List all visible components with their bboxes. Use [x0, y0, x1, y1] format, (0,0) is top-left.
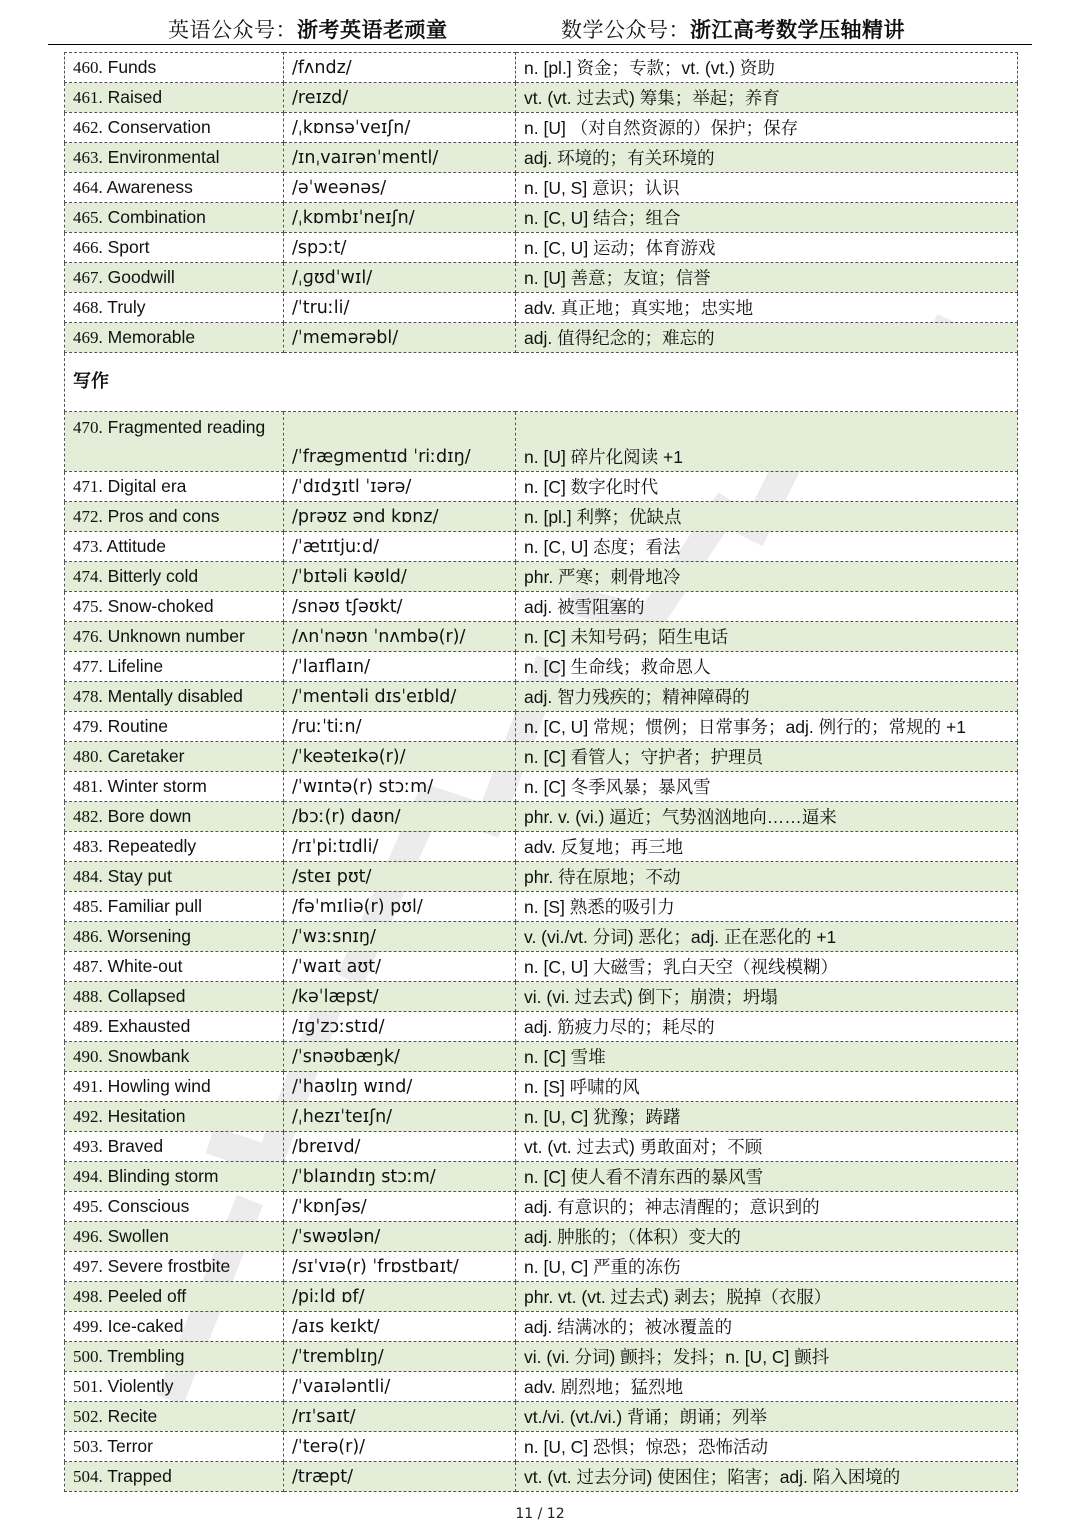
entry-pronunciation: /ˈmemərəbl/	[284, 323, 516, 353]
entry-number: 478.	[73, 687, 103, 706]
entry-cell	[65, 1462, 284, 1492]
entry-number: 462.	[73, 118, 103, 137]
entry-pronunciation: /breɪvd/	[284, 1132, 516, 1162]
entry-word: Caretaker	[107, 746, 185, 766]
entry-cell	[65, 1372, 284, 1402]
vocab-row	[65, 293, 1018, 323]
entry-cell	[65, 293, 284, 323]
entry-number: 499.	[73, 1317, 103, 1336]
entry-word: Worsening	[107, 926, 191, 946]
english-account-name: 浙考英语老顽童	[297, 17, 448, 42]
entry-word: Sport	[107, 237, 150, 257]
entry-pronunciation: /ˌɡʊdˈwɪl/	[284, 263, 516, 293]
entry-word: Swollen	[107, 1226, 169, 1246]
entry-pronunciation: /əˈweənəs/	[284, 173, 516, 203]
entry-cell	[65, 173, 284, 203]
entry-cell	[65, 83, 284, 113]
entry-meaning: n. [pl.] 利弊；优缺点	[516, 502, 1018, 532]
entry-pronunciation: /kəˈlæpst/	[284, 982, 516, 1012]
entry-cell	[65, 263, 284, 293]
entry-number: 461.	[73, 88, 103, 107]
vocab-row	[65, 472, 1018, 502]
entry-cell	[65, 412, 284, 472]
entry-number: 486.	[73, 927, 103, 946]
entry-word: Trapped	[107, 1466, 172, 1486]
entry-meaning: adj. 结满冰的；被冰覆盖的	[516, 1312, 1018, 1342]
entry-word: Funds	[107, 57, 157, 77]
entry-number: 474.	[73, 567, 103, 586]
entry-number: 472.	[73, 507, 103, 526]
entry-word: Goodwill	[107, 267, 175, 287]
entry-pronunciation: /ruːˈtiːn/	[284, 712, 516, 742]
entry-meaning: vi. (vi. 过去式) 倒下；崩溃；坍塌	[516, 982, 1018, 1012]
entry-cell	[65, 1342, 284, 1372]
vocab-row	[65, 682, 1018, 712]
vocab-row	[65, 742, 1018, 772]
entry-number: 484.	[73, 867, 103, 886]
vocab-row	[65, 1012, 1018, 1042]
entry-cell	[65, 862, 284, 892]
entry-number: 497.	[73, 1257, 103, 1276]
entry-cell	[65, 712, 284, 742]
entry-number: 490.	[73, 1047, 103, 1066]
entry-word: Fragmented reading	[107, 417, 266, 437]
entry-meaning: adj. 有意识的；神志清醒的；意识到的	[516, 1192, 1018, 1222]
entry-meaning: vt./vi. (vt./vi.) 背诵；朗诵；列举	[516, 1402, 1018, 1432]
entry-number: 492.	[73, 1107, 103, 1126]
entry-meaning: n. [C] 看管人；守护者；护理员	[516, 742, 1018, 772]
entry-pronunciation: /ˈblaɪndɪŋ stɔːm/	[284, 1162, 516, 1192]
entry-meaning: n. [C] 使人看不清东西的暴风雪	[516, 1162, 1018, 1192]
vocab-row	[65, 862, 1018, 892]
vocab-row	[65, 53, 1018, 83]
entry-cell	[65, 502, 284, 532]
entry-cell	[65, 622, 284, 652]
entry-cell	[65, 952, 284, 982]
vocabulary-rows-top	[65, 53, 1018, 353]
vocab-row	[65, 412, 1018, 472]
vocab-row	[65, 1222, 1018, 1252]
entry-number: 482.	[73, 807, 103, 826]
entry-pronunciation: /ˈdɪdʒɪtl ˈɪərə/	[284, 472, 516, 502]
entry-cell	[65, 922, 284, 952]
entry-number: 460.	[73, 58, 103, 77]
entry-word: Severe frostbite	[107, 1256, 231, 1276]
vocab-row	[65, 1312, 1018, 1342]
entry-meaning: adj. 值得纪念的；难忘的	[516, 323, 1018, 353]
entry-pronunciation: /rɪˈsaɪt/	[284, 1402, 516, 1432]
vocab-row	[65, 502, 1018, 532]
entry-meaning: phr. vt. (vt. 过去式) 剥去；脱掉（衣服）	[516, 1282, 1018, 1312]
entry-meaning: n. [C, U] 运动；体育游戏	[516, 233, 1018, 263]
entry-meaning: n. [C] 生命线；救命恩人	[516, 652, 1018, 682]
vocab-row	[65, 1132, 1018, 1162]
vocab-row	[65, 1432, 1018, 1462]
entry-pronunciation: /aɪs keɪkt/	[284, 1312, 516, 1342]
entry-meaning: phr. v. (vi.) 逼近；气势汹汹地向……逼来	[516, 802, 1018, 832]
entry-number: 479.	[73, 717, 103, 736]
entry-number: 493.	[73, 1137, 103, 1156]
entry-pronunciation: /ˈkeəteɪkə(r)/	[284, 742, 516, 772]
entry-number: 503.	[73, 1437, 103, 1456]
entry-meaning: adv. 反复地；再三地	[516, 832, 1018, 862]
entry-cell	[65, 1312, 284, 1342]
entry-cell	[65, 1252, 284, 1282]
entry-pronunciation: /ˈterə(r)/	[284, 1432, 516, 1462]
entry-pronunciation: /ˈætɪtjuːd/	[284, 532, 516, 562]
entry-word: Hesitation	[107, 1106, 186, 1126]
entry-cell	[65, 1432, 284, 1462]
entry-pronunciation: /ˈfræɡmentɪd ˈriːdɪŋ/	[284, 412, 516, 472]
entry-cell	[65, 323, 284, 353]
section-block	[65, 353, 1018, 412]
vocab-row	[65, 712, 1018, 742]
section-row	[65, 353, 1018, 412]
entry-word: Unknown number	[107, 626, 245, 646]
entry-word: Stay put	[107, 866, 172, 886]
entry-number: 463.	[73, 148, 103, 167]
entry-cell	[65, 1402, 284, 1432]
vocab-row	[65, 772, 1018, 802]
section-title: 写作	[65, 353, 1018, 412]
vocab-row	[65, 622, 1018, 652]
entry-word: Collapsed	[107, 986, 186, 1006]
entry-number: 470.	[73, 418, 103, 437]
entry-word: Familiar pull	[107, 896, 202, 916]
entry-word: Violently	[107, 1376, 174, 1396]
entry-meaning: adj. 筋疲力尽的；耗尽的	[516, 1012, 1018, 1042]
entry-word: Conscious	[107, 1196, 190, 1216]
vocab-row	[65, 1462, 1018, 1492]
entry-number: 495.	[73, 1197, 103, 1216]
vocab-row	[65, 173, 1018, 203]
entry-pronunciation: /sɪˈvɪə(r) ˈfrɒstbaɪt/	[284, 1252, 516, 1282]
entry-cell	[65, 892, 284, 922]
entry-pronunciation: /prəʊz ənd kɒnz/	[284, 502, 516, 532]
entry-word: Ice-caked	[107, 1316, 184, 1336]
entry-number: 488.	[73, 987, 103, 1006]
entry-cell	[65, 1132, 284, 1162]
entry-meaning: adj. 智力残疾的；精神障碍的	[516, 682, 1018, 712]
entry-cell	[65, 1012, 284, 1042]
entry-cell	[65, 742, 284, 772]
math-account-label: 数学公众号：	[561, 18, 690, 42]
entry-number: 475.	[73, 597, 103, 616]
entry-word: Raised	[107, 87, 163, 107]
entry-number: 501.	[73, 1377, 103, 1396]
vocab-row	[65, 562, 1018, 592]
entry-meaning: vt. (vt. 过去式) 筹集；举起；养育	[516, 83, 1018, 113]
entry-meaning: n. [C, U] 大磁雪；乳白天空（视线模糊）	[516, 952, 1018, 982]
vocab-row	[65, 922, 1018, 952]
entry-meaning: adv. 真正地；真实地；忠实地	[516, 293, 1018, 323]
vocab-row	[65, 1072, 1018, 1102]
entry-word: Blinding storm	[107, 1166, 219, 1186]
entry-number: 504.	[73, 1467, 103, 1486]
entry-meaning: adj. 环境的；有关环境的	[516, 143, 1018, 173]
entry-number: 464.	[73, 178, 103, 197]
entry-number: 468.	[73, 298, 103, 317]
vocab-row	[65, 1042, 1018, 1072]
entry-number: 471.	[73, 477, 103, 496]
entry-pronunciation: /ˈwɜːsnɪŋ/	[284, 922, 516, 952]
entry-meaning: n. [C, U] 常规；惯例；日常事务；adj. 例行的；常规的 +1	[516, 712, 1018, 742]
entry-number: 477.	[73, 657, 103, 676]
vocab-row	[65, 952, 1018, 982]
entry-number: 500.	[73, 1347, 103, 1366]
entry-meaning: n. [C] 冬季风暴；暴风雪	[516, 772, 1018, 802]
entry-word: Conservation	[107, 117, 211, 137]
entry-number: 498.	[73, 1287, 103, 1306]
entry-number: 487.	[73, 957, 103, 976]
entry-word: White-out	[107, 956, 183, 976]
entry-cell	[65, 532, 284, 562]
vocab-row	[65, 203, 1018, 233]
entry-word: Snowbank	[107, 1046, 190, 1066]
vocab-row	[65, 143, 1018, 173]
entry-cell	[65, 802, 284, 832]
entry-number: 467.	[73, 268, 103, 287]
entry-word: Repeatedly	[107, 836, 197, 856]
entry-number: 466.	[73, 238, 103, 257]
vocab-row	[65, 113, 1018, 143]
entry-meaning: n. [C] 雪堆	[516, 1042, 1018, 1072]
entry-word: Pros and cons	[107, 506, 220, 526]
entry-pronunciation: /ˌkɒnsəˈveɪʃn/	[284, 113, 516, 143]
vocab-row	[65, 1402, 1018, 1432]
entry-meaning: adj. 被雪阻塞的	[516, 592, 1018, 622]
entry-word: Peeled off	[107, 1286, 187, 1306]
entry-cell	[65, 1162, 284, 1192]
entry-meaning: n. [C, U] 态度；看法	[516, 532, 1018, 562]
entry-cell	[65, 682, 284, 712]
vocab-row	[65, 233, 1018, 263]
entry-pronunciation: /ˈmentəli dɪsˈeɪbld/	[284, 682, 516, 712]
vocab-row	[65, 1372, 1018, 1402]
entry-cell	[65, 652, 284, 682]
entry-pronunciation: /ʌnˈnəʊn ˈnʌmbə(r)/	[284, 622, 516, 652]
vocab-row	[65, 1252, 1018, 1282]
vocabulary-table	[64, 52, 1018, 1492]
entry-number: 489.	[73, 1017, 103, 1036]
entry-cell	[65, 1072, 284, 1102]
entry-number: 465.	[73, 208, 103, 227]
english-account	[168, 14, 448, 44]
entry-pronunciation: /fəˈmɪliə(r) pʊl/	[284, 892, 516, 922]
vocab-row	[65, 323, 1018, 353]
entry-number: 480.	[73, 747, 103, 766]
entry-number: 473.	[73, 537, 103, 556]
entry-pronunciation: /ˈwaɪt aʊt/	[284, 952, 516, 982]
entry-pronunciation: /spɔːt/	[284, 233, 516, 263]
entry-number: 496.	[73, 1227, 103, 1246]
entry-pronunciation: /ˈtremblɪŋ/	[284, 1342, 516, 1372]
entry-meaning: n. [S] 呼啸的风	[516, 1072, 1018, 1102]
entry-meaning: n. [U, S] 意识；认识	[516, 173, 1018, 203]
entry-cell	[65, 1042, 284, 1072]
entry-cell	[65, 1192, 284, 1222]
entry-meaning: n. [S] 熟悉的吸引力	[516, 892, 1018, 922]
entry-meaning: n. [U, C] 严重的冻伤	[516, 1252, 1018, 1282]
entry-pronunciation: /bɔː(r) daʊn/	[284, 802, 516, 832]
entry-word: Digital era	[107, 476, 187, 496]
entry-pronunciation: /ɪɡˈzɔːstɪd/	[284, 1012, 516, 1042]
entry-word: Lifeline	[107, 656, 164, 676]
entry-cell	[65, 592, 284, 622]
vocab-row	[65, 1192, 1018, 1222]
entry-cell	[65, 772, 284, 802]
entry-cell	[65, 1102, 284, 1132]
entry-cell	[65, 113, 284, 143]
vocab-row	[65, 1102, 1018, 1132]
entry-meaning: n. [C] 未知号码；陌生电话	[516, 622, 1018, 652]
entry-pronunciation: /steɪ pʊt/	[284, 862, 516, 892]
entry-meaning: phr. 待在原地；不动	[516, 862, 1018, 892]
page-number: 11 / 12	[515, 1506, 565, 1522]
vocab-row	[65, 832, 1018, 862]
vocab-row	[65, 83, 1018, 113]
entry-meaning: n. [U, C] 犹豫；踌躇	[516, 1102, 1018, 1132]
entry-pronunciation: /ɪnˌvaɪrənˈmentl/	[284, 143, 516, 173]
entry-cell	[65, 233, 284, 263]
entry-meaning: n. [C] 数字化时代	[516, 472, 1018, 502]
vocab-row	[65, 1162, 1018, 1192]
entry-cell	[65, 472, 284, 502]
entry-meaning: v. (vi./vt. 分词) 恶化；adj. 正在恶化的 +1	[516, 922, 1018, 952]
entry-word: Winter storm	[107, 776, 207, 796]
entry-meaning: vt. (vt. 过去分词) 使困住；陷害；adj. 陷入困境的	[516, 1462, 1018, 1492]
entry-cell	[65, 982, 284, 1012]
vocab-row	[65, 892, 1018, 922]
entry-pronunciation: /ˈbɪtəli kəʊld/	[284, 562, 516, 592]
entry-pronunciation: /træpt/	[284, 1462, 516, 1492]
entry-meaning: n. [U] 碎片化阅读 +1	[516, 412, 1018, 472]
entry-pronunciation: /ˌhezɪˈteɪʃn/	[284, 1102, 516, 1132]
math-account-name: 浙江高考数学压轴精讲	[690, 17, 905, 42]
entry-pronunciation: /ˈkɒnʃəs/	[284, 1192, 516, 1222]
entry-number: 485.	[73, 897, 103, 916]
entry-word: Terror	[107, 1436, 153, 1456]
entry-cell	[65, 832, 284, 862]
entry-number: 491.	[73, 1077, 103, 1096]
entry-word: Routine	[107, 716, 168, 736]
entry-pronunciation: /fʌndz/	[284, 53, 516, 83]
entry-meaning: n. [U] 善意；友谊；信誉	[516, 263, 1018, 293]
entry-pronunciation: /ˈtruːli/	[284, 293, 516, 323]
entry-word: Environmental	[107, 147, 220, 167]
entry-word: Combination	[107, 207, 206, 227]
entry-number: 476.	[73, 627, 103, 646]
entry-meaning: adv. 剧烈地；猛烈地	[516, 1372, 1018, 1402]
entry-word: Truly	[107, 297, 146, 317]
entry-pronunciation: /ˈlaɪflaɪn/	[284, 652, 516, 682]
entry-pronunciation: /ˈsnəʊbæŋk/	[284, 1042, 516, 1072]
entry-meaning: vt. (vt. 过去式) 勇敢面对；不顾	[516, 1132, 1018, 1162]
vocabulary-rows-bottom	[65, 412, 1018, 1492]
entry-word: Mentally disabled	[107, 686, 243, 706]
entry-word: Exhausted	[107, 1016, 191, 1036]
entry-cell	[65, 143, 284, 173]
entry-meaning: vi. (vi. 分词) 颤抖；发抖；n. [U, C] 颤抖	[516, 1342, 1018, 1372]
entry-meaning: n. [U] （对自然资源的）保护；保存	[516, 113, 1018, 143]
entry-cell	[65, 53, 284, 83]
entry-pronunciation: /rɪˈpiːtɪdli/	[284, 832, 516, 862]
entry-number: 469.	[73, 328, 103, 347]
entry-meaning: n. [C, U] 结合；组合	[516, 203, 1018, 233]
entry-word: Braved	[107, 1136, 164, 1156]
vocab-row	[65, 652, 1018, 682]
page-header	[48, 10, 1032, 45]
vocab-row	[65, 1342, 1018, 1372]
entry-word: Howling wind	[107, 1076, 211, 1096]
entry-pronunciation: /reɪzd/	[284, 83, 516, 113]
entry-word: Attitude	[106, 536, 167, 556]
entry-pronunciation: /snəʊ tʃəʊkt/	[284, 592, 516, 622]
entry-cell	[65, 562, 284, 592]
entry-cell	[65, 1282, 284, 1312]
vocab-row	[65, 982, 1018, 1012]
vocab-row	[65, 263, 1018, 293]
entry-number: 502.	[73, 1407, 103, 1426]
vocab-row	[65, 532, 1018, 562]
english-account-label: 英语公众号：	[168, 18, 297, 42]
entry-word: Trembling	[107, 1346, 185, 1366]
entry-meaning: phr. 严寒；刺骨地冷	[516, 562, 1018, 592]
entry-word: Awareness	[106, 177, 193, 197]
entry-pronunciation: /ˈvaɪələntli/	[284, 1372, 516, 1402]
vocab-row	[65, 592, 1018, 622]
vocab-row	[65, 1282, 1018, 1312]
math-account	[561, 14, 905, 44]
entry-number: 481.	[73, 777, 103, 796]
entry-pronunciation: /ˌkɒmbɪˈneɪʃn/	[284, 203, 516, 233]
entry-number: 494.	[73, 1167, 103, 1186]
entry-word: Bitterly cold	[107, 566, 199, 586]
entry-cell	[65, 1222, 284, 1252]
entry-meaning: n. [U, C] 恐惧；惊恐；恐怖活动	[516, 1432, 1018, 1462]
vocab-row	[65, 802, 1018, 832]
entry-word: Memorable	[107, 327, 196, 347]
entry-word: Bore down	[107, 806, 192, 826]
entry-pronunciation: /piːld ɒf/	[284, 1282, 516, 1312]
entry-pronunciation: /ˈswəʊlən/	[284, 1222, 516, 1252]
entry-cell	[65, 203, 284, 233]
entry-word: Snow-choked	[107, 596, 214, 616]
entry-word: Recite	[107, 1406, 158, 1426]
entry-pronunciation: /ˈhaʊlɪŋ wɪnd/	[284, 1072, 516, 1102]
entry-number: 483.	[73, 837, 103, 856]
entry-meaning: adj. 肿胀的；（体积）变大的	[516, 1222, 1018, 1252]
entry-meaning: n. [pl.] 资金；专款；vt. (vt.) 资助	[516, 53, 1018, 83]
entry-pronunciation: /ˈwɪntə(r) stɔːm/	[284, 772, 516, 802]
